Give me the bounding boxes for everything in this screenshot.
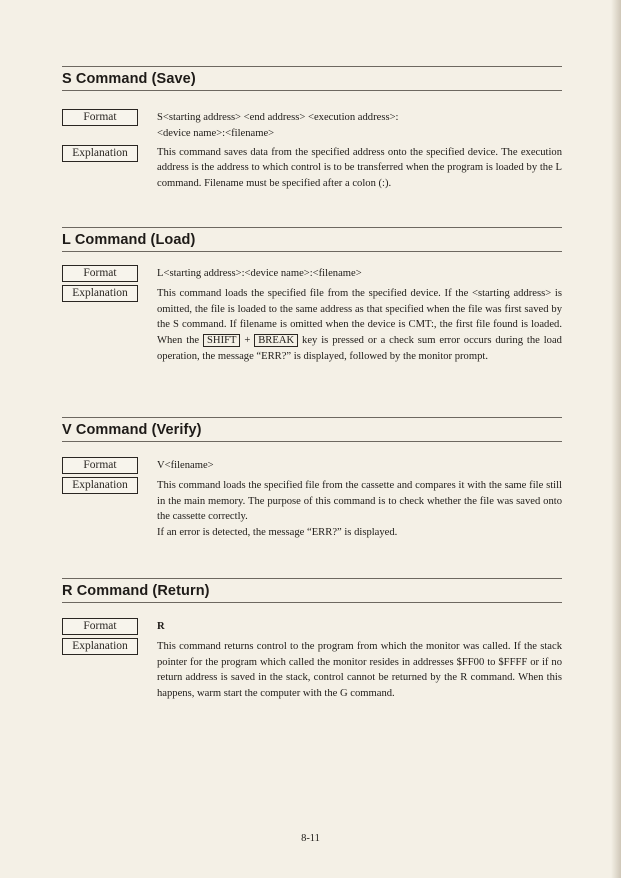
section-r-command — [62, 578, 562, 702]
format-row — [62, 619, 562, 635]
section-heading: R Command (Return) — [62, 578, 562, 603]
break-key: BREAK — [254, 334, 298, 347]
format-text: V<filename> — [157, 460, 214, 471]
format-label: Format — [62, 109, 138, 126]
explanation-label: Explanation — [62, 477, 138, 494]
format-row — [62, 458, 562, 474]
section-heading: L Command (Load) — [62, 227, 562, 252]
explanation-text: This command saves data from the specified address onto the specified device. The execution address is the address to which control is to be transferred when the program is loaded by the L command. Filename must be specified after a colon (:). — [157, 146, 562, 190]
explanation-row — [62, 286, 562, 365]
page-number: 8-11 — [301, 833, 320, 844]
format-label: Format — [62, 457, 138, 474]
format-line: S<starting address> <end address> <execution address>: — [157, 112, 399, 123]
explanation-paragraph: This command loads the specified file from the cassette and compares it with the same file still in the main memory. The purpose of this command is to check whether the file was saved onto the cassette correctly. — [157, 479, 562, 523]
explanation-text — [157, 478, 562, 541]
format-text: L<starting address>:<device name>:<filename> — [157, 268, 362, 279]
format-text: R — [157, 621, 165, 632]
explanation-row — [62, 145, 562, 192]
format-label: Format — [62, 265, 138, 282]
section-heading: V Command (Verify) — [62, 417, 562, 442]
section-l-command — [62, 227, 562, 365]
explanation-paragraph: If an error is detected, the message “ERR?” is displayed. — [157, 527, 398, 539]
shift-key: SHIFT — [203, 334, 240, 347]
explanation-part: key is pressed or a check sum error occurs during the load operation, the message “ERR?” is displayed, followed by the monitor prompt. — [157, 335, 562, 362]
explanation-label: Explanation — [62, 638, 138, 655]
section-v-command — [62, 417, 562, 541]
explanation-text: This command returns control to the program from which the monitor was called. If the stack pointer for the program which called the monitor resides in addresses $FF00 to $FFFF or if no return address is saved in the stack, control cannot be returned by the R command. When this happens, warm start the computer with the G command. — [157, 640, 562, 700]
explanation-row — [62, 478, 562, 541]
page-edge — [611, 0, 621, 878]
explanation-label: Explanation — [62, 145, 138, 162]
section-heading: S Command (Save) — [62, 66, 562, 91]
format-label: Format — [62, 618, 138, 635]
section-s-command — [62, 66, 562, 192]
format-row — [62, 110, 562, 142]
explanation-text — [157, 286, 562, 365]
format-line: <device name>:<filename> — [157, 127, 275, 139]
explanation-label: Explanation — [62, 285, 138, 302]
plus-sign: + — [240, 335, 255, 347]
format-row — [62, 266, 562, 282]
format-text — [157, 110, 562, 142]
explanation-part: This command loads the specified file from the specified device. If the <starting address> is omitted, the file is loaded to the same address as that specified when the file was first saved by the S command. If filename is omitted when the device is CMT:, the first file found is loaded. When the — [157, 287, 562, 347]
explanation-row — [62, 639, 562, 702]
